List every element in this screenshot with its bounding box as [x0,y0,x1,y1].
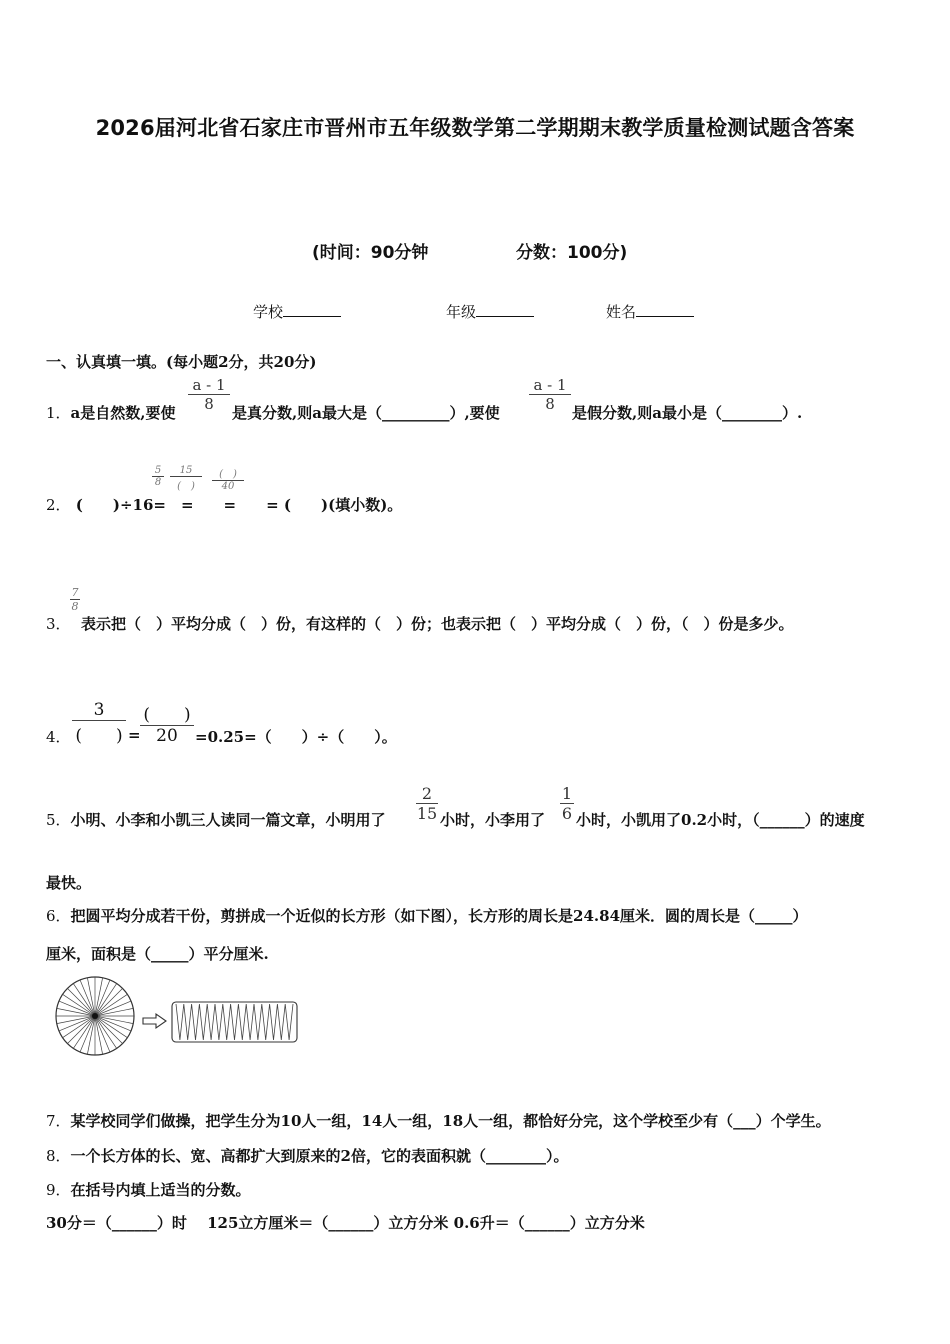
q5-text-a: 小明、小李和小凯三人读同一篇文章，小明用了 [70,811,386,829]
q9-number: 9． [46,1181,71,1199]
question-6 [46,905,808,926]
q2-frac3-num: ( ) [219,469,237,480]
q9-line: 30分＝（______）时 125立方厘米＝（______）立方分米 0.6升＝（______）立方分米 [46,1214,645,1232]
q5-frac2-den: 6 [561,804,573,823]
grade-label: 年级 [446,303,477,321]
q1-frac1-num: a - 1 [192,376,226,394]
q1-fraction-2 [529,376,571,413]
q8-number: 8． [46,1147,71,1165]
circle-sector-line [95,1016,123,1044]
circle-sector-line [95,988,123,1016]
circle-sector-line [67,988,95,1016]
q5-frac1-den: 15 [416,804,438,823]
name-label: 姓名 [606,303,637,321]
q4-frac1-num: 3 [93,700,105,720]
question-9 [46,1179,251,1200]
q2-fraction-1 [152,465,164,488]
name-blank [636,302,694,317]
q6-number: 6． [46,907,71,925]
school-blank [283,302,341,317]
section-heading: 一、认真填一填。(每小题2分，共20分) [46,353,317,371]
q3-number: 3． [46,615,71,633]
q3-frac-den: 8 [71,600,79,613]
q5-frac2-num: 1 [561,784,573,803]
q2-frac1-num: 5 [154,465,162,476]
q6-text-a: 把圆平均分成若干份，剪拼成一个近似的长方形（如下图），长方形的周长是24.84厘米．圆的周长是（_____） [70,907,808,925]
grade-blank [476,302,534,317]
q5-frac1-num: 2 [421,784,433,803]
q7-text: 某学校同学们做操，把学生分为10人一组，14人一组，18人一组，都恰好分完，这个学校至少有（___）个学生。 [70,1112,831,1130]
q6-text-b: 厘米，面积是（_____）平分厘米. [46,945,269,963]
q3-frac-num: 7 [71,586,79,599]
question-1 [46,402,176,423]
q4-frac1-den: ( ) [75,726,123,746]
grade-field [446,301,534,322]
circle-to-rectangle-figure [50,972,310,1062]
question-2 [46,494,402,515]
page-title: 2026届河北省石家庄市晋州市五年级数学第二学期期末教学质量检测试题含答案 [95,116,855,140]
q4-equals: = [128,726,141,744]
q8-text: 一个长方体的长、宽、高都扩大到原来的2倍，它的表面积就（________）。 [70,1147,569,1165]
name-field [606,301,694,322]
q7-number: 7． [46,1112,71,1130]
approx-rectangle-icon [172,1002,297,1042]
arrow-icon [143,1014,166,1028]
circle-sector-line [67,1016,95,1044]
q5-text-b: 小时，小李用了 [440,811,546,829]
q1-frac2-den: 8 [545,395,555,413]
question-3 [46,613,794,634]
q3-text: 表示把（ ）平均分成（ ）份，有这样的（ ）份；也表示把（ ）平均分成（ ）份，（ ）份是多少。 [81,615,794,633]
school-label: 学校 [253,303,284,321]
q4-fraction-1 [72,700,126,746]
q1-text-a: a是自然数,要使 [70,404,176,422]
q1-number: 1． [46,404,71,422]
q1-text-c: 是假分数,则a最小是（________）. [572,404,803,422]
q4-frac2-den: 20 [156,726,178,746]
q1-frac2-num: a - 1 [533,376,567,394]
q2-frac2-den: ( ) [177,481,195,492]
q2-number: 2． [46,496,71,514]
q9-text: 在括号内填上适当的分数。 [70,1181,251,1199]
q4-number-wrap [46,726,71,747]
rectangle-sector-zigzag [176,1004,293,1040]
q1-text-b: 是真分数,则a最大是（_________）,要使 [232,404,500,422]
question-5 [46,809,386,830]
q5-number: 5． [46,811,71,829]
divided-circle-icon [56,977,134,1055]
q2-frac2-num: 15 [179,465,193,476]
q1-fraction-1 [188,376,230,413]
q4-fraction-2 [140,700,194,746]
question-7 [46,1110,831,1131]
q5-fraction-1 [416,784,438,823]
q5-text-d: 最快。 [46,874,92,892]
q3-fraction [70,586,80,613]
q1-frac1-den: 8 [204,395,214,413]
exam-time: (时间：90分钟 [312,243,429,263]
q4-text: =0.25=（ ）÷（ ）。 [195,728,397,746]
q5-text-c: 小时，小凯用了0.2小时，（______）的速度 [576,811,865,829]
q2-frac3-den: 40 [221,481,235,492]
q5-fraction-2 [560,784,574,823]
q2-fraction-2 [170,465,202,492]
q4-frac2-num: ( ) [143,705,191,725]
q2-frac1-den: 8 [154,477,162,488]
q2-text: ( )÷16= = = = ( )(填小数)。 [75,496,403,514]
school-field [253,301,341,322]
exam-score: 分数：100分) [516,243,628,263]
q2-fraction-3 [212,465,244,492]
question-8 [46,1145,569,1166]
q4-number: 4． [46,728,71,746]
